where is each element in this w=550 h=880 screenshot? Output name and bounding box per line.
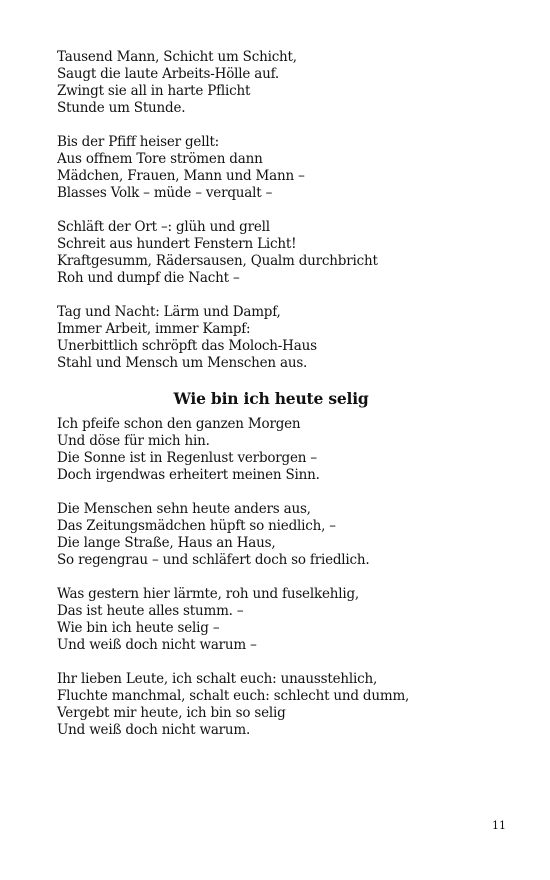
verse-line: Was gestern hier lärmte, roh und fuselkehlig,: [57, 586, 359, 602]
verse-line: Stunde um Stunde.: [57, 100, 186, 116]
verse-line: Kraftgesumm, Rädersausen, Qualm durchbricht: [57, 253, 378, 269]
verse-line: Und weiß doch nicht warum –: [57, 637, 257, 653]
verse-line: Die Sonne ist in Regenlust verborgen –: [57, 450, 317, 466]
verse-line: Und weiß doch nicht warum.: [57, 722, 251, 738]
verse-line: Schläft der Ort –: glüh und grell: [57, 219, 270, 235]
verse-line: Das Zeitungsmädchen hüpft so niedlich, –: [57, 518, 336, 534]
poem-title: Wie bin ich heute selig: [173, 389, 369, 408]
verse-line: Mädchen, Frauen, Mann und Mann –: [57, 168, 305, 184]
verse-line: Die lange Straße, Haus an Haus,: [57, 535, 276, 551]
verse-line: Vergebt mir heute, ich bin so selig: [57, 705, 286, 721]
verse-line: Wie bin ich heute selig –: [57, 620, 220, 636]
verse-line: Das ist heute alles stumm. –: [57, 603, 244, 619]
verse-line: Die Menschen sehn heute anders aus,: [57, 501, 311, 517]
verse-line: Und döse für mich hin.: [57, 433, 210, 449]
verse-line: Zwingt sie all in harte Pflicht: [57, 83, 251, 99]
verse-line: Fluchte manchmal, schalt euch: schlecht und dumm,: [57, 688, 410, 704]
verse-line: Blasses Volk – müde – verqualt –: [57, 185, 273, 201]
verse-line: Bis der Pfiff heiser gellt:: [57, 134, 220, 150]
verse-line: Schreit aus hundert Fenstern Licht!: [57, 236, 297, 252]
stanza: [57, 219, 497, 287]
stanza: [57, 134, 497, 202]
stanza: [57, 416, 497, 484]
page-number: 11: [492, 819, 506, 832]
poem-wie-bin-ich-heute-selig: [57, 416, 497, 739]
stanza: [57, 49, 497, 117]
verse-line: Tag und Nacht: Lärm und Dampf,: [57, 304, 281, 320]
verse-line: Unerbittlich schröpft das Moloch-Haus: [57, 338, 317, 354]
verse-line: Stahl und Mensch um Menschen aus.: [57, 355, 308, 371]
verse-line: Roh und dumpf die Nacht –: [57, 270, 240, 286]
stanza: [57, 586, 497, 654]
stanza: [57, 304, 497, 372]
stanza: [57, 671, 497, 739]
verse-line: Doch irgendwas erheitert meinen Sinn.: [57, 467, 320, 483]
verse-line: Ihr lieben Leute, ich schalt euch: unausstehlich,: [57, 671, 378, 687]
stanza: [57, 501, 497, 569]
verse-line: Saugt die laute Arbeits-Hölle auf.: [57, 66, 279, 82]
verse-line: Tausend Mann, Schicht um Schicht,: [57, 49, 297, 65]
verse-line: Immer Arbeit, immer Kampf:: [57, 321, 251, 337]
verse-line: So regengrau – und schläfert doch so friedlich.: [57, 552, 370, 568]
verse-line: Aus offnem Tore strömen dann: [57, 151, 263, 167]
poem-continued: [57, 49, 497, 372]
verse-line: Ich pfeife schon den ganzen Morgen: [57, 416, 301, 432]
page-content: [57, 49, 497, 756]
